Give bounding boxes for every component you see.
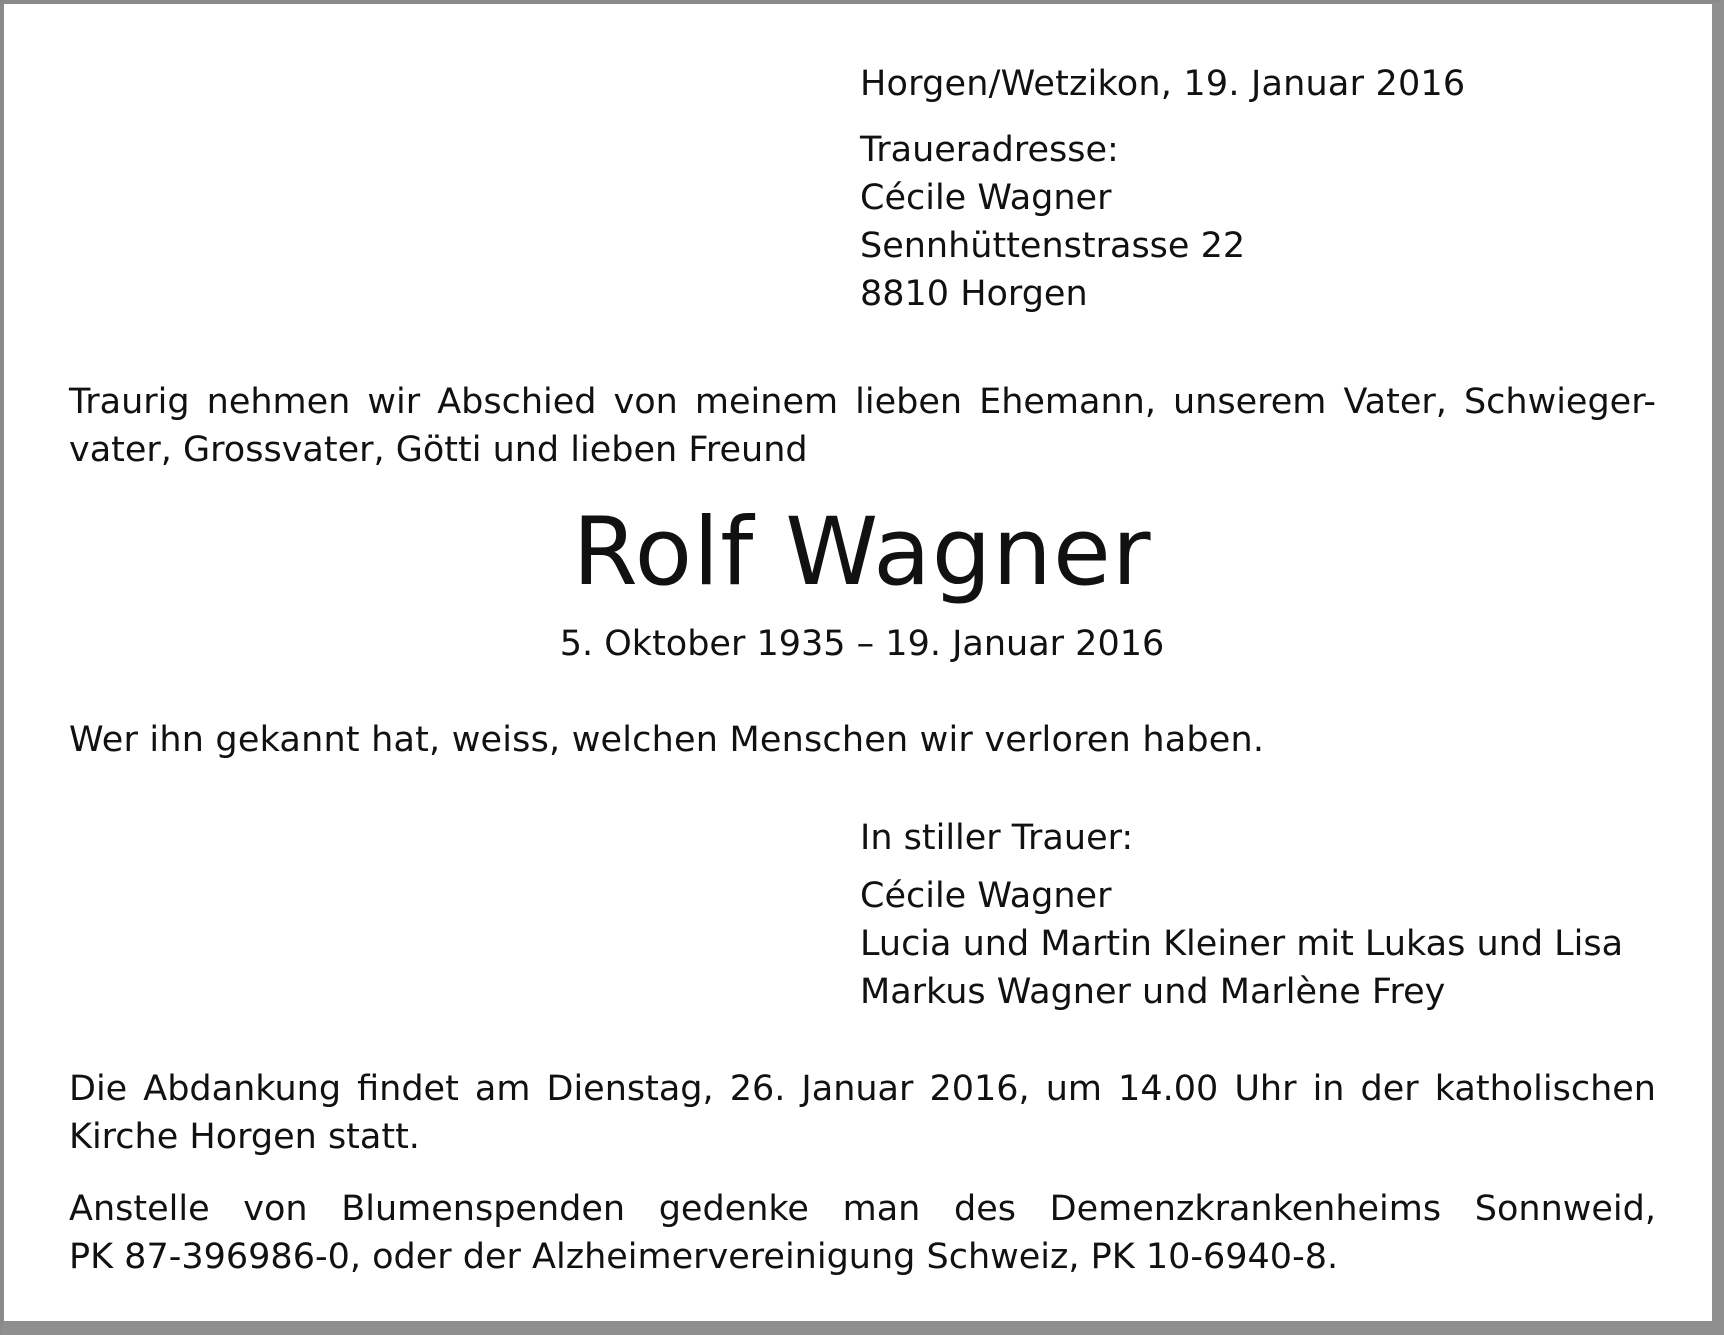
address-label: Traueradresse: [860,130,1119,170]
intro-paragraph [69,378,1656,474]
mourners-block [860,814,1623,1016]
life-dates: 5. Oktober 1935 – 19. Januar 2016 [559,624,1165,664]
service-line: Kirche Horgen statt. [69,1117,420,1157]
address-street: Sennhüttenstrasse 22 [860,226,1246,266]
address-name: Cécile Wagner [860,178,1112,218]
donations-line: Anstelle von Blumenspenden gedenke man des Demenzkrankenheims Sonnweid, [69,1189,1656,1229]
service-notice [69,1065,1656,1161]
place-date: Horgen/Wetzikon, 19. Januar 2016 [860,64,1466,104]
mourning-address [860,126,1245,318]
donations-line: PK 87-396986-0, oder der Alzheimervereinigung Schweiz, PK 10-6940-8. [69,1237,1339,1277]
mourner-name: Lucia und Martin Kleiner mit Lukas und Lisa [860,924,1624,964]
mourner-name: Markus Wagner und Marlène Frey [860,972,1446,1012]
deceased-name: Rolf Wagner [572,498,1152,607]
mourner-name: Cécile Wagner [860,876,1112,916]
service-line: Die Abdankung findet am Dienstag, 26. Januar 2016, um 14.00 Uhr in der katholischen [69,1069,1656,1109]
mourners-label: In stiller Trauer: [860,818,1134,858]
intro-line: Traurig nehmen wir Abschied von meinem lieben Ehemann, unserem Vater, Schwieger- [69,382,1656,422]
memorial-quote: Wer ihn gekannt hat, weiss, welchen Menschen wir verloren haben. [69,720,1265,760]
address-city: 8810 Horgen [860,274,1088,314]
intro-line: vater, Grossvater, Götti und lieben Freund [69,430,808,470]
donations-notice [69,1185,1656,1281]
